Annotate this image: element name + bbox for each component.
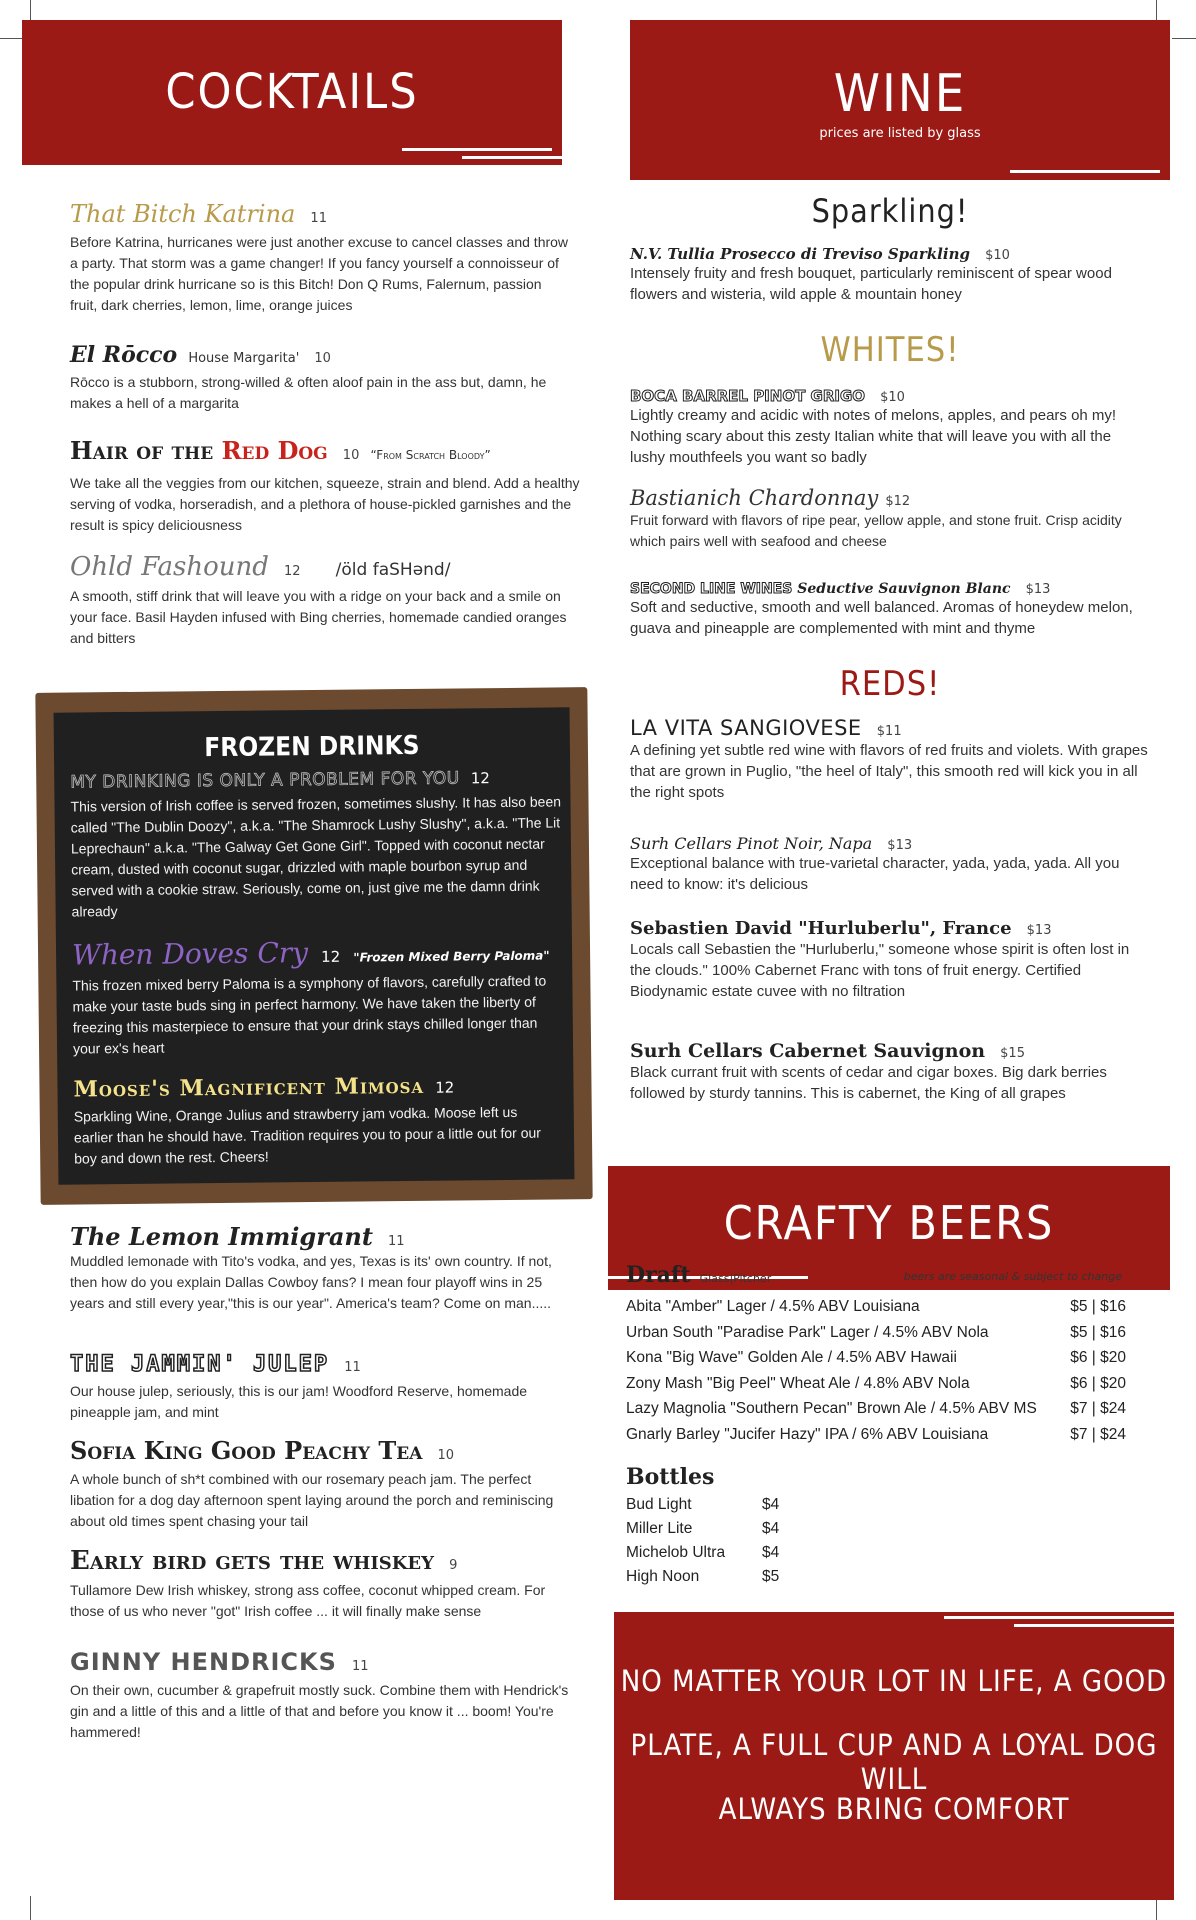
- bottle-price: $4: [762, 1496, 780, 1513]
- cocktail-subtitle: “From Scratch Bloody”: [370, 448, 491, 462]
- quote-line: PLATE, A FULL CUP AND A LOYAL DOG WILL: [630, 1728, 1158, 1796]
- wine-item: [630, 1040, 1150, 1104]
- quote-banner: [614, 1612, 1174, 1900]
- wine-name: Bastianich Chardonnay: [630, 486, 879, 510]
- cocktail-item: [70, 1436, 570, 1532]
- wine-name: Sebastien David "Hurluberlu", France: [630, 918, 1012, 939]
- cocktail-description: Our house julep, seriously, this is our jam! Woodford Reserve, homemade pineapple jam, and mint: [70, 1383, 528, 1420]
- wine-item: [630, 578, 1150, 639]
- banner-streak: [1010, 170, 1160, 173]
- cocktail-name: That Bitch Katrina: [70, 200, 296, 228]
- cocktail-description: A whole bunch of sh*t combined with our rosemary peach jam. The perfect libation for a dog day afternoon spent laying around the porch and reminiscing about old times spent chasing your tail: [70, 1471, 554, 1529]
- beer-name: Lazy Magnolia "Southern Pecan" Brown Ale / 4.5% ABV MS: [626, 1400, 1037, 1417]
- wine-item: [630, 716, 1150, 803]
- cocktail-price: 9: [449, 1558, 458, 1573]
- wine-description: Fruit forward with flavors of ripe pear, yellow apple, and stone fruit. Crisp acidity which pairs well with seafood and cheese: [630, 512, 1122, 549]
- beer-name: Urban South "Paradise Park" Lager / 4.5% ABV Nola: [626, 1323, 989, 1341]
- beer-price: $6 | $20: [1070, 1349, 1126, 1366]
- cocktail-item: [70, 1546, 570, 1622]
- wine-description: Black currant fruit with scents of cedar and cigar boxes. Big dark berries followed by sturdy tannins. This is cabernet, the King of all grapes: [630, 1064, 1107, 1102]
- wine-name: LA VITA SANGIOVESE: [630, 716, 862, 740]
- wine-description: Lightly creamy and acidic with notes of melons, apples, and pears oh my! Nothing scary about this zesty Italian white that will leave you with all the lushy mouthfeels you want so badly: [630, 407, 1117, 466]
- frozen-item: [73, 1072, 544, 1170]
- reds-heading: REDS!: [839, 664, 941, 704]
- wine-item: [630, 918, 1150, 1002]
- wine-description: Soft and seductive, smooth and well balanced. Aromas of honeydew melon, guava and pineapple are complemented with mint and thyme: [630, 599, 1133, 637]
- frozen-drinks-chalkboard: [35, 687, 592, 1205]
- wine-price: $10: [880, 390, 905, 405]
- cocktail-description: We take all the veggies from our kitchen, squeeze, strain and blend. Add a healthy serving of vodka, horseradish, and a plethora of house-pickled garnishes and the result is spicy deliciousness: [70, 475, 580, 533]
- draft-row: [626, 1298, 1126, 1324]
- cocktail-name-part: Red Dog: [221, 436, 328, 465]
- cocktail-item: [70, 1222, 570, 1314]
- cocktail-subtitle: House Margarita': [188, 351, 300, 366]
- wine-name-part: SECOND LINE WINES: [630, 581, 798, 597]
- wine-name: Surh Cellars Cabernet Sauvignon: [630, 1040, 986, 1062]
- frozen-drinks-title: FROZEN DRINKS: [204, 730, 420, 764]
- cocktail-name: El Rōcco: [70, 342, 178, 368]
- beer-price: $7 | $24: [1070, 1425, 1126, 1443]
- cocktail-name-part: Hair of the: [70, 436, 222, 465]
- cocktail-price: 11: [310, 211, 327, 226]
- cocktail-item: [70, 200, 570, 316]
- frozen-name: MY DRINKING IS ONLY A PROBLEM FOR YOU: [70, 768, 460, 793]
- crop-mark: [0, 38, 24, 39]
- frozen-name: When Doves Cry: [71, 936, 309, 972]
- wine-item: [630, 244, 1150, 305]
- frozen-price: 12: [321, 947, 341, 966]
- bottle-price: $4: [762, 1520, 780, 1537]
- wine-description: Intensely fruity and fresh bouquet, particularly reminiscent of spear wood flowers and wisteria, wild apple & mountain honey: [630, 265, 1112, 303]
- wine-name-part: Seductive Sauvignon Blanc: [797, 581, 1011, 597]
- frozen-description: This frozen mixed berry Paloma is a symphony of flavors, carefully crafted to make your taste buds sing in perfect harmony. We have taken the liberty of freezing this masterpiece to ensure that your drink stays chilled longer than your ex's heart: [72, 972, 547, 1057]
- beer-price: $6 | $20: [1070, 1374, 1126, 1392]
- quote-line: ALWAYS BRING COMFORT: [718, 1792, 1070, 1826]
- whites-heading: WHITES!: [820, 330, 960, 370]
- bottle-price: $4: [762, 1544, 780, 1561]
- banner-streak: [944, 1616, 1174, 1619]
- cocktail-name: Sofia King Good Peachy Tea: [70, 1436, 423, 1465]
- cocktail-price: 11: [344, 1360, 361, 1375]
- draft-row: [626, 1400, 1126, 1426]
- cocktail-price: 12: [284, 564, 301, 579]
- cocktail-description: Before Katrina, hurricanes were just another excuse to cancel classes and throw a party. That storm was a game changer! If you fancy yourself a connoisseur of the popular drink hurricane so is this Bitch! Don Q Rums, Falernum, passion fruit, dark cherries, lemon, lime, orange juices: [70, 234, 569, 313]
- bottles-label: Bottles: [626, 1464, 715, 1490]
- cocktail-price: 10: [342, 448, 360, 463]
- wine-price: $13: [1025, 582, 1051, 597]
- quote-line: NO MATTER YOUR LOT IN LIFE, A GOOD: [620, 1664, 1168, 1698]
- bottle-name: Bud Light: [626, 1496, 692, 1513]
- beer-name: Abita "Amber" Lager / 4.5% ABV Louisiana: [626, 1298, 920, 1315]
- cocktail-item: [70, 342, 570, 414]
- cocktail-price: 10: [437, 1448, 455, 1463]
- beer-price: $5 | $16: [1070, 1323, 1126, 1341]
- cocktail-name: The Lemon Immigrant: [70, 1222, 373, 1251]
- bottle-row: [626, 1496, 816, 1520]
- cocktail-description: A smooth, stiff drink that will leave you with a ridge on your back and a smile on your face. Basil Hayden infused with Bing cherries, homemade candied oranges and bitters: [70, 588, 567, 646]
- cocktail-price: 11: [388, 1234, 405, 1249]
- wine-price: $12: [885, 494, 911, 509]
- wine-price: $10: [985, 248, 1010, 263]
- cocktail-description: Muddled lemonade with Tito's vodka, and yes, Texas is its' own country. If not, then how do you explain Dallas Cowboy fans? I mean four playoff wins in 25 years and still every year,"this is our year". America's team? Come on man.....: [70, 1253, 552, 1311]
- bottle-name: Miller Lite: [626, 1520, 693, 1537]
- frozen-price: 12: [470, 769, 490, 788]
- frozen-description: Sparkling Wine, Orange Julius and strawberry jam vodka. Moose left us earlier than he should have. Tradition requires you to pour a little out for our boy and down the rest. Cheers!: [73, 1103, 542, 1167]
- cocktail-item: [70, 1352, 570, 1423]
- beers-title: CRAFTY BEERS: [723, 1196, 1055, 1250]
- draft-row: [626, 1426, 1126, 1452]
- wine-item: [630, 386, 1150, 468]
- seasonal-note: beers are seasonal & subject to change: [903, 1270, 1122, 1283]
- bottle-row: [626, 1544, 816, 1568]
- banner-streak: [402, 148, 552, 151]
- cocktail-price: 10: [314, 351, 331, 366]
- bottle-name: Michelob Ultra: [626, 1544, 726, 1561]
- wine-name: Surh Cellars Pinot Noir, Napa: [630, 834, 873, 853]
- cocktail-description: Rōcco is a stubborn, strong-willed & often aloof pain in the ass but, damn, he makes a hell of a margarita: [70, 374, 547, 411]
- cocktail-name: THE JAMMIN' JULEP: [70, 1352, 330, 1377]
- sparkling-heading: Sparkling!: [811, 192, 969, 230]
- beer-name: Gnarly Barley "Jucifer Hazy" IPA / 6% ABV Louisiana: [626, 1425, 989, 1443]
- banner-streak: [462, 156, 562, 159]
- bottle-price: $5: [762, 1568, 780, 1585]
- draft-row: [626, 1375, 1126, 1401]
- cocktail-name: GINNY HENDRICKS: [70, 1648, 337, 1676]
- draft-row: [626, 1324, 1126, 1350]
- wine-banner: [630, 20, 1170, 180]
- wine-subtitle: prices are listed by glass: [819, 126, 981, 141]
- wine-price: $13: [887, 838, 913, 853]
- bottle-row: [626, 1520, 816, 1544]
- frozen-item: [72, 934, 553, 1060]
- bottles-list: [626, 1496, 816, 1592]
- crop-mark: [30, 1896, 31, 1920]
- draft-sub: Glass|Pitcher: [699, 1272, 772, 1285]
- cocktail-subtitle: /öld faSHənd/: [335, 560, 451, 580]
- draft-header: [626, 1262, 1126, 1288]
- cocktail-description: Tullamore Dew Irish whiskey, strong ass coffee, coconut whipped cream. For those of us who never "got" Irish coffee ... it will finally make sense: [70, 1582, 546, 1619]
- wine-price: $11: [876, 724, 902, 739]
- wine-title: WINE: [833, 64, 967, 124]
- wine-description: Locals call Sebastien the "Hurluberlu," someone whose spirit is often lost in the clouds." 100% Cabernet Franc with tons of fruit energy. Certified Biodynamic estate cuvee with no filtration: [630, 941, 1130, 1000]
- beer-price: $7 | $24: [1070, 1400, 1126, 1417]
- banner-streak: [1014, 1624, 1174, 1627]
- wine-name: N.V. Tullia Prosecco di Treviso Sparkling: [630, 245, 970, 263]
- cocktail-name: Early bird gets the whiskey: [70, 1546, 434, 1576]
- cocktail-description: On their own, cucumber & grapefruit mostly suck. Combine them with Hendrick's gin and a little of this and a little of that and before you know it ... boom! You're hammered!: [70, 1682, 569, 1740]
- cocktail-item: [70, 552, 570, 649]
- draft-label: Draft: [626, 1262, 691, 1288]
- cocktail-name: Ohld Fashound: [70, 552, 269, 582]
- draft-list: [626, 1298, 1126, 1451]
- cocktail-item: [70, 1648, 570, 1743]
- wine-item: [630, 486, 1150, 552]
- wine-description: A defining yet subtle red wine with flavors of red fruits and violets. With grapes that are grown in Puglio, "the heel of Italy", this smooth red will kick you in all the right spots: [630, 742, 1148, 801]
- beer-name: Zony Mash "Big Peel" Wheat Ale / 4.8% ABV Nola: [626, 1374, 970, 1392]
- draft-row: [626, 1349, 1126, 1375]
- cocktail-item: [70, 436, 590, 536]
- frozen-name: Moose's Magnificent Mimosa: [73, 1072, 425, 1103]
- wine-price: $13: [1026, 923, 1052, 938]
- bottle-row: [626, 1568, 816, 1592]
- crop-mark: [1172, 38, 1196, 39]
- cocktails-title: COCKTAILS: [165, 64, 419, 120]
- wine-description: Exceptional balance with true-varietal character, yada, yada, yada. All you need to know: it's delicious: [630, 855, 1120, 893]
- wine-price: $15: [1000, 1046, 1025, 1061]
- frozen-subtitle: "Frozen Mixed Berry Paloma": [353, 948, 550, 965]
- cocktails-banner: [22, 20, 562, 165]
- bottle-name: High Noon: [626, 1568, 700, 1585]
- frozen-description: This version of Irish coffee is served frozen, sometimes slushy. It has also been called "The Dublin Doozy", a.k.a. "The Shamrock Lushy Slushy", a.k.a. "The Lit Leprechaun" a.k.a. "The Galway Get Gone Girl". Topped with coconut nectar cream, dusted with coconut sugar, drizzled with maple bourbon syrup and served with a cookie straw. Seriously, come on, just give me the damn drink already: [70, 793, 562, 920]
- beer-name: Kona "Big Wave" Golden Ale / 4.5% ABV Hawaii: [626, 1349, 957, 1366]
- beer-price: $5 | $16: [1070, 1298, 1126, 1315]
- wine-item: [630, 834, 1150, 895]
- wine-name: BOCA BARREL PINOT GRIGO: [630, 387, 866, 405]
- cocktail-price: 11: [352, 1659, 369, 1674]
- frozen-item: [70, 767, 564, 922]
- frozen-price: 12: [435, 1078, 455, 1097]
